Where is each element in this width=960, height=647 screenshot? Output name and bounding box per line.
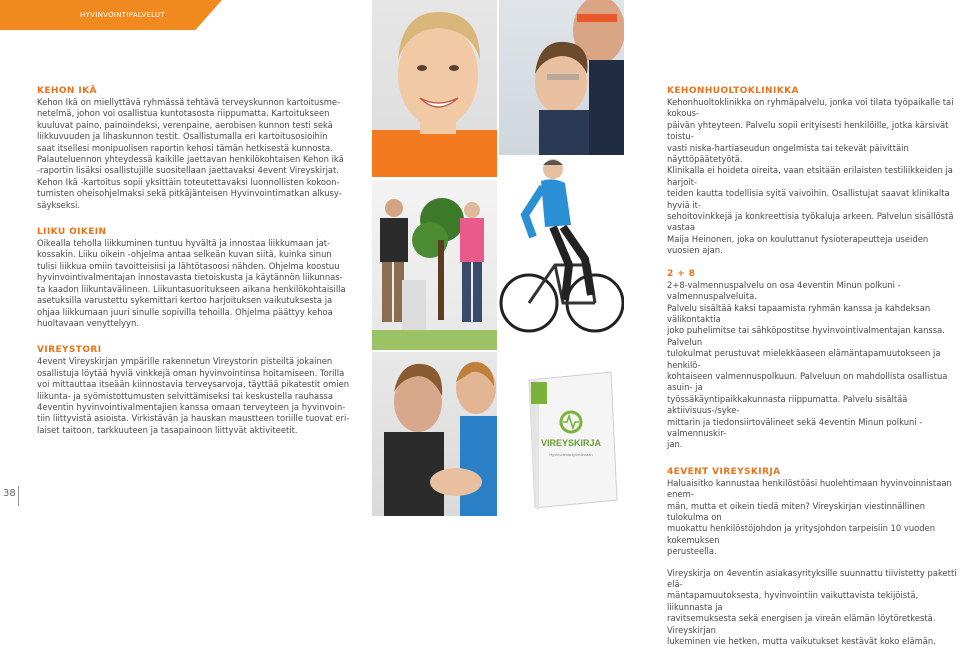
kehon-ika-paragraph-2: Kehon Ikä -kartoitus sopii yksittäin toteutettavaksi luonnollisten kokoon- tumisten oheisohjelmaksi sekä pitkäjänteisen Hyvinvointimatkan alkusy- säykseksi. xyxy=(37,176,342,210)
page-number-divider xyxy=(18,486,19,506)
health-check-image xyxy=(372,352,497,516)
couple-image xyxy=(499,0,624,155)
vireyskirja-heading: 4EVENT VIREYSKIRJA xyxy=(667,466,781,477)
photo-cyclist xyxy=(499,155,624,345)
kehon-ika-paragraph-1: Kehon Ikä on miellyttävä ryhmässä tehtävä terveyskunnon kartoitusme- netelmä, johon voi osallistua kuntotasosta riippumatta. Kartoitukseen kuuluvat paino, painoindeksi, verenpaine, aerobisen kunnon testi sekä liikkuvuuden ja lihaskunnon testit. Osallistumalla eri kartoitusosioihin saat itsellesi monipuolisen raportin kehosi tämän hetkisestä kunnosta. Palauteluennon yhteydessä kaikille jaettavan henkilökohtaisen Kehon ikä -raportin lisäksi osallistujille suositellaan jaettavaksi 4event Vireyskirjat. xyxy=(37,97,344,176)
right-text-column xyxy=(667,86,959,647)
book-title: VIREYSKIRJA xyxy=(540,438,602,448)
two-plus-eight-heading: 2 + 8 xyxy=(667,268,696,279)
vireystori-heading: VIREYSTORI xyxy=(37,345,102,356)
kehonhuoltoklinikka-heading: KEHONHUOLTOKLINIKKA xyxy=(667,86,799,96)
photo-couple-outdoors xyxy=(499,0,624,155)
book-image xyxy=(499,350,624,516)
vireystori-paragraph: 4event Vireyskirjan ympärille rakennetun Vireystorin pisteiltä jokainen osallistuja löytää hyviä vinkkejä oman hyvinvointinsa hoitamiseen. Torilla voi mittauttaa itseään kiinnostavia terveysarvoja, täyttää pikatestit omien liikunta- ja syömistottumusten selvittämiseksi tai keskustella rauhassa 4eventin hyvinvointivalmentajien kanssa omaan terveyteen ja hyvinvoin- tiin liittyvistä asioista. Virkistävän ja hauskan maustteen toriille tuovat eri- laiset taitoon, tarkkuuteen ja tasapainoon liittyvät aktiviteetit. xyxy=(37,356,350,435)
liiku-oikein-heading: LIIKU OIKEIN xyxy=(37,227,107,238)
kehon-ika-heading: KEHON IKÄ xyxy=(37,86,97,96)
vireyskirja-book xyxy=(499,350,624,516)
photo-health-check xyxy=(372,352,497,516)
photo-smiling-woman xyxy=(372,0,497,177)
fitness-test-image xyxy=(372,180,497,350)
cyclist-image xyxy=(499,155,624,345)
smiling-woman-image xyxy=(372,0,497,177)
page-number: 38 xyxy=(3,488,16,499)
left-text-column xyxy=(37,86,367,436)
kehonhuoltoklinikka-paragraph: Kehonhuoltoklinikka on ryhmäpalvelu, jonka voi tilata työpaikalle tai kokous- päivän yhteyteen. Palvelu sopii erityisesti henkilöille, jotka kärsivät toistu- vasti niska-hartiaseudun ongelmista tai tekevät päivittäin näyttöpäätetyötä. Klinikalla ei hoideta oireita, vaan etsitään erilaisten testiliikkeiden ja harjoit- teiden kautta todellisia syitä vaivoihin. Osallistujat saavat klinikalta hyviä it- sehoitovinkkejä ja konkreettisia työkaluja arkeen. Palvelun sisällöstä vastaa Maija Heinonen, joka on kouluttanut fysioterapeutteja useiden vuosien ajan. xyxy=(667,97,954,256)
book-subtitle: Hyvinvointia työelämään xyxy=(549,452,593,457)
vireyskirja-paragraph-2: Vireyskirja on 4eventin asiakasyrityksille suunnattu tiivistetty paketti elä- mäntapamuutoksesta, hyvinvointiin vaikuttavista tekijöistä, liikunnasta ja ravitsemuksesta sekä energisen ja vireän elämän löytöretkestä. Vireyskirjan lukeminen vie hetken, mutta vaikutukset kestävät koko elämän. xyxy=(667,567,957,647)
banner-label: HYVINVOINTIPALVELUT xyxy=(80,11,166,19)
liiku-oikein-paragraph: Oikealla teholla liikkuminen tuntuu hyvältä ja innostaa liikkumaan jat- kossakin. Liiku oikein -ohjelma antaa selkeän kuvan siitä, kuinka sinun tulisi liikkua omiin tavoitteisiisi ja lähtötasoosi nähden. Ohjelma koostuu hyvinvointivalmentajan innostavasta tietoiskusta ja käytännön liikunnas- ta kaadon liikuntavälineen. Liikuntasuoritukseen aikana henkilökohtaisilla asetuksilla varustettu sykemittari kertoo harjoituksen vaikutuksesta ja ohjaa liikkumaan juuri sinulle sopivilla tehoilla. Ohjelma päättyy kehoa huoltavaan venyttelyyn. xyxy=(37,238,346,328)
photo-fitness-test xyxy=(372,180,497,350)
two-plus-eight-paragraph: 2+8-valmennuspalvelu on osa 4eventin Minun polkuni -valmennuspalveluita. Palvelu sisältää kaksi tapaamista ryhmän kanssa ja kahdeksan välikontaktia joko puhelimitse tai sähköpostitse hyvinvointivalmentajan kanssa. Palvelun tulokulmat perustuvat mielekkäaseen elämäntapamuutokseen ja henkilö- kohtaiseen valmennuspolkuun. Palveluun on mahdollista osallistua asuin- ja työssäkäyntipaikkakunnasta riippumatta. Palvelu sisältää aktiivisuus-/syke- mittarin ja tiedonsiirtovälineet sekä 4eventin Minun polkuni -valmennuskir- jan. xyxy=(667,279,948,450)
vireyskirja-paragraph-1: Haluaisitko kannustaa henkilöstöäsi huolehtimaan hyvinvoinnistaan enem- män, mutta et oikein tiedä miten? Vireyskirjan viestinnällinen tulokulma on muokattu henkilöstöjohdon ja yritysjohdon tarpeisiin 10 vuoden kokemuksen perusteella. xyxy=(667,477,952,557)
